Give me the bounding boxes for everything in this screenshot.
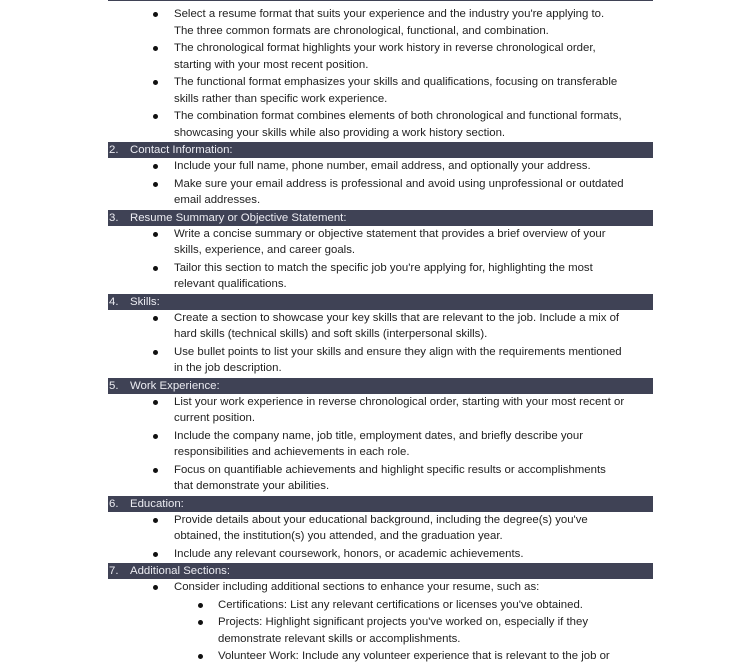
bullet-icon bbox=[153, 46, 158, 51]
section-header bbox=[108, 378, 653, 394]
list-item-text: Include any relevant coursework, honors, or academic achievements. bbox=[174, 547, 524, 560]
section-number: 5. bbox=[109, 379, 119, 392]
section-title: Work Experience: bbox=[130, 379, 220, 392]
list-item-text: Provide details about your educational background, including the degree(s) you've bbox=[174, 513, 588, 526]
list-item-text: in the job description. bbox=[174, 362, 282, 374]
list-item-text: relevant qualifications. bbox=[174, 278, 287, 290]
list-item-text: Create a section to showcase your key skills that are relevant to the job. Include a mix of bbox=[174, 311, 620, 324]
list-item-text: Include the company name, job title, employment dates, and briefly describe your bbox=[174, 429, 584, 442]
section-title: Education: bbox=[130, 497, 184, 510]
bullet-icon bbox=[198, 603, 203, 608]
list-item-text: current position. bbox=[174, 412, 256, 424]
list-item-text: showcasing your skills while also providing a work history section. bbox=[174, 126, 506, 139]
section-number: 6. bbox=[109, 497, 119, 510]
list-item-text: Use bullet points to list your skills and ensure they align with the requirements mentioned bbox=[174, 345, 622, 358]
section-title: Additional Sections: bbox=[130, 565, 231, 577]
bullet-icon bbox=[153, 266, 158, 271]
list-item-text: Select a resume format that suits your experience and the industry you're applying to. bbox=[174, 8, 605, 20]
section-number: 7. bbox=[109, 565, 119, 577]
top-divider-bar bbox=[108, 0, 653, 1]
section-number: 3. bbox=[109, 211, 119, 224]
list-item-text: Write a concise summary or objective statement that provides a brief overview of your bbox=[174, 227, 606, 240]
bullet-icon bbox=[153, 80, 158, 85]
section-title: Contact Information: bbox=[130, 144, 233, 156]
list-item-text: obtained, the institution(s) you attended, and the graduation year. bbox=[174, 530, 503, 542]
section-number: 2. bbox=[109, 144, 119, 156]
list-item-text: The combination format combines elements of both chronological and functional formats, bbox=[174, 110, 622, 122]
list-item-text: Focus on quantifiable achievements and highlight specific results or accomplishments bbox=[174, 463, 606, 476]
list-item-text: The functional format emphasizes your skills and qualifications, focusing on transferable bbox=[174, 76, 618, 88]
bullet-icon bbox=[153, 114, 158, 119]
bullet-icon bbox=[153, 12, 158, 17]
bullet-icon bbox=[153, 518, 158, 523]
list-item-text: email addresses. bbox=[174, 194, 261, 206]
bullet-icon bbox=[153, 468, 158, 473]
bullet-icon bbox=[153, 552, 158, 557]
bullet-icon bbox=[198, 654, 203, 659]
section-header bbox=[108, 294, 653, 310]
list-item-text: Consider including additional sections to enhance your resume, such as: bbox=[174, 581, 540, 593]
bullet-icon bbox=[153, 585, 158, 590]
list-item-text: Make sure your email address is professional and avoid using unprofessional or outdated bbox=[174, 177, 624, 190]
section-number: 4. bbox=[109, 295, 119, 308]
list-item-text: skills rather than specific work experience. bbox=[174, 92, 388, 105]
sub-list-item-text: Projects: Highlight significant projects you've worked on, especially if they bbox=[218, 616, 589, 628]
bullet-icon bbox=[153, 316, 158, 321]
bullet-icon bbox=[153, 434, 158, 439]
sub-list-item-text: demonstrate relevant skills or accomplishments. bbox=[218, 632, 461, 645]
list-item-text: responsibilities and achievements in each role. bbox=[174, 446, 410, 458]
section-header bbox=[108, 563, 653, 579]
list-item-text: The three common formats are chronological, functional, and combination. bbox=[174, 24, 549, 37]
bullet-icon bbox=[153, 182, 158, 187]
bullet-icon bbox=[153, 232, 158, 237]
sub-list-item-text: Volunteer Work: Include any volunteer experience that is relevant to the job or bbox=[218, 650, 610, 662]
section-header bbox=[108, 142, 653, 158]
section-header bbox=[108, 210, 653, 226]
list-item-text: Tailor this section to match the specific job you're applying for, highlighting the most bbox=[174, 261, 593, 274]
list-item-text: The chronological format highlights your work history in reverse chronological order, bbox=[174, 42, 596, 54]
bullet-icon bbox=[153, 164, 158, 169]
bullet-icon bbox=[153, 350, 158, 355]
list-item-text: Include your full name, phone number, email address, and optionally your address. bbox=[174, 160, 591, 172]
list-item-text: starting with your most recent position. bbox=[174, 58, 369, 71]
list-item-text: hard skills (technical skills) and soft skills (interpersonal skills). bbox=[174, 328, 488, 340]
sub-list-item-text: Certifications: List any relevant certifications or licenses you've obtained. bbox=[218, 598, 583, 611]
section-title: Skills: bbox=[130, 295, 160, 308]
list-item-text: that demonstrate your abilities. bbox=[174, 480, 330, 492]
section-header bbox=[108, 496, 653, 512]
list-item-text: List your work experience in reverse chronological order, starting with your most recent or bbox=[174, 395, 625, 408]
bullet-icon bbox=[198, 620, 203, 625]
bullet-icon bbox=[153, 400, 158, 405]
list-item-text: skills, experience, and career goals. bbox=[174, 244, 356, 256]
section-title: Resume Summary or Objective Statement: bbox=[130, 211, 347, 224]
